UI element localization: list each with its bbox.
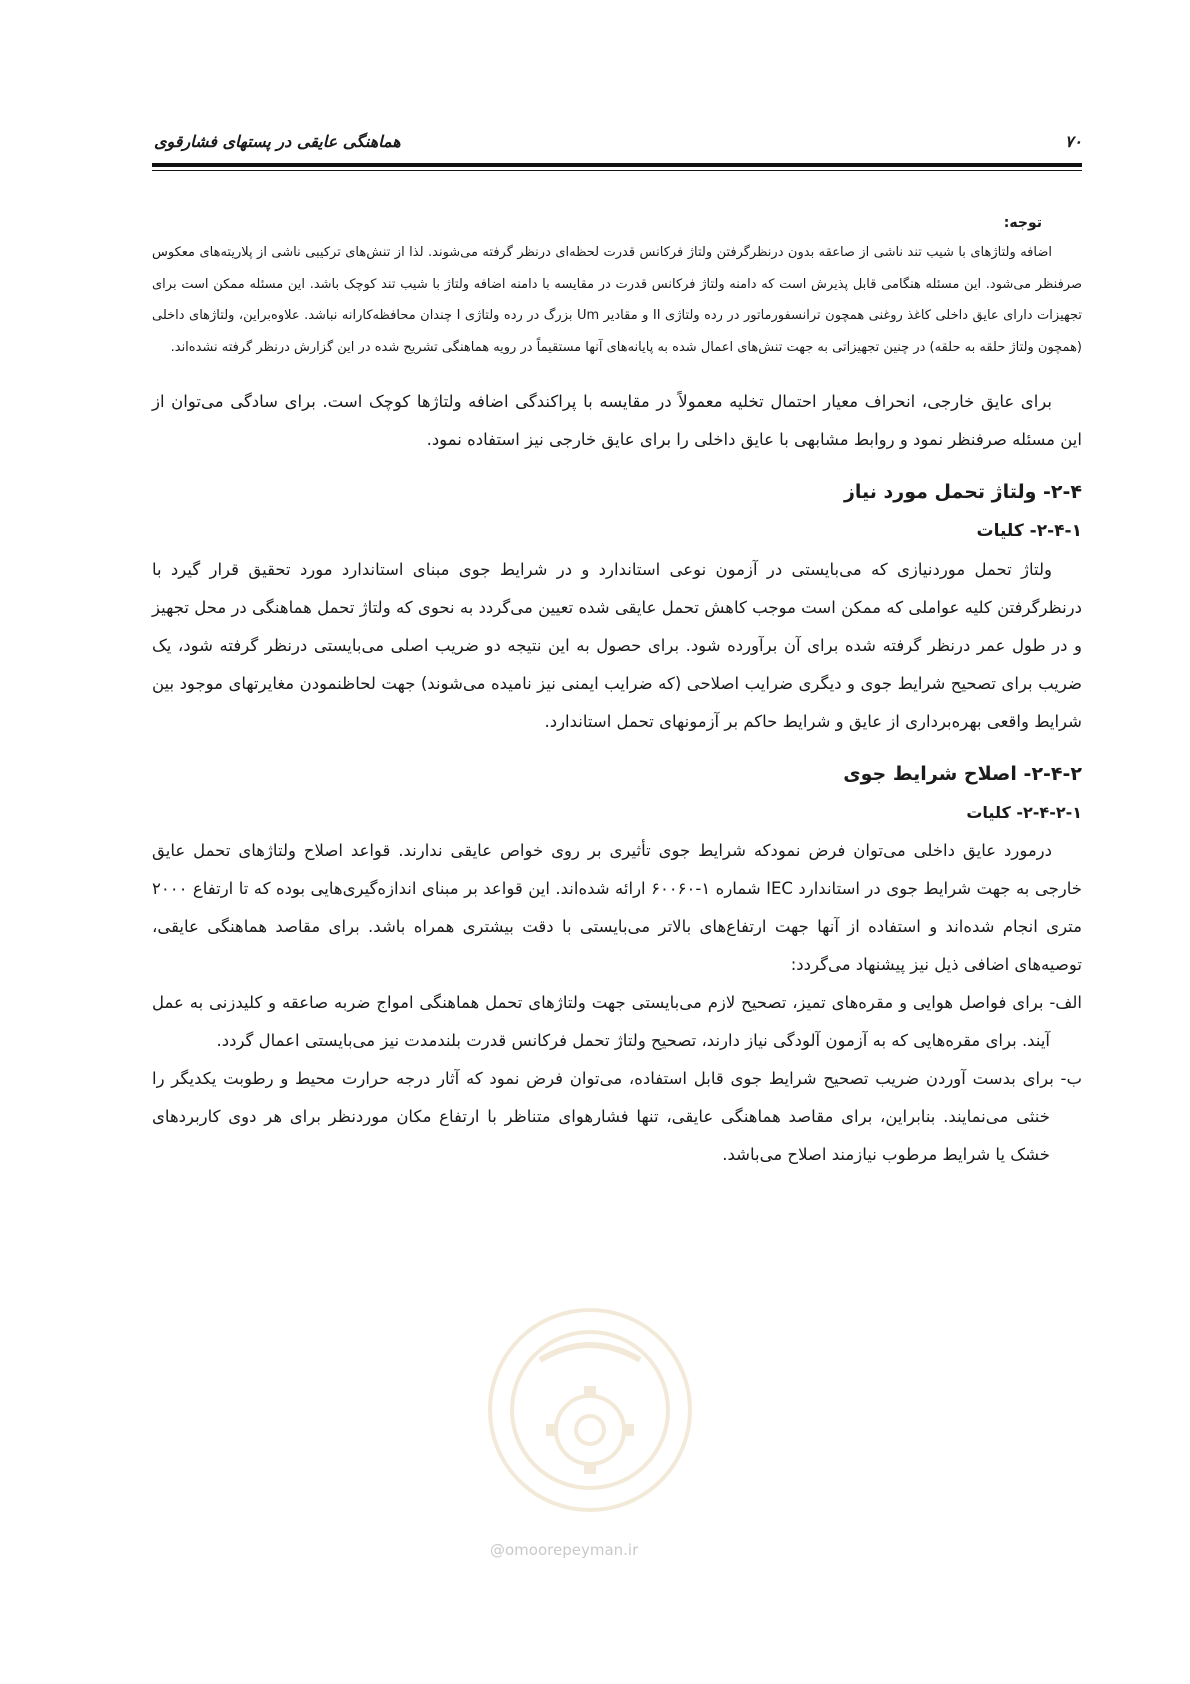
watermark-site: @omoorepeyman.ir xyxy=(490,1541,639,1559)
list-item: الف- برای فواصل هوایی و مقره‌های تمیز، تصحیح لازم می‌بایستی جهت ولتاژهای تحمل هماهنگی امواج ضربه صاعقه و کلیدزنی به عمل آیند. برای مقره‌هایی که به آزمون آلودگی نیاز دارند، تصحیح ولتاژ تحمل فرکانس قدرت بلندمدت نیز می‌بایستی اعمال گردد. xyxy=(152,993,1082,1050)
section-heading-2-4: ۲-۴- ولتاژ تحمل مورد نیاز xyxy=(843,481,1082,503)
page-content xyxy=(152,205,1082,1174)
note-paragraph: اضافه ولتاژهای با شیب تند ناشی از صاعقه بدون درنظرگرفتن ولتاژ فرکانس قدرت لحظه‌ای درنظر گرفته می‌شوند. لذا از تنش‌های ترکیبی ناشی از پلاریته‌های معکوس صرفنظر می‌شود. این مسئله هنگامی قابل پذیرش است که دامنه ولتاژ فرکانس قدرت در مقایسه با دامنه اضافه ولتاژ با شیب تند کوچک باشد. این مسئله ممکن است برای تجهیزات دارای عایق داخلی کاغذ روغنی همچون ترانسفورماتور در رده ولتاژی II و مقادیر Um بزرگ در رده ولتاژی I چندان محافظه‌کارانه نباشد. علاوه‌براین، ولتاژهای داخلی (همچون ولتاژ حلقه به حلقه) در چنین تجهیزاتی به جهت تنش‌های اعمال شده به پایانه‌های آنها مستقیماً در رویه هماهنگی تشریح شده در این گزارش درنظر گرفته نشده‌اند. xyxy=(152,245,1083,355)
header-rule-thick xyxy=(152,163,1082,167)
section-heading-2-4-2-1: ۲-۴-۲-۱- کلیات xyxy=(966,803,1082,822)
section-heading-2-4-2: ۲-۴-۲- اصلاح شرایط جوی xyxy=(843,763,1082,785)
header-rule-thin xyxy=(152,170,1082,171)
note-label: توجه: xyxy=(1003,215,1042,231)
page-number: ۷۰ xyxy=(1064,132,1082,151)
gear-emblem-icon xyxy=(470,1290,710,1530)
page-header xyxy=(152,132,1082,160)
section-2-4-2-1-paragraph: درمورد عایق داخلی می‌توان فرض نمودکه شرایط جوی تأثیری بر روی خواص عایقی ندارند. قواعد اصلاح ولتاژهای تحمل عایق خارجی به جهت شرایط جوی در استاندارد IEC شماره ۱-۶۰۰۶۰ ارائه شده‌اند. این قواعد بر مبنای اندازه‌گیری‌هایی بوده که تا ارتفاع ۲۰۰۰ متری انجام شده‌اند و استفاده از آنها جهت ارتفاع‌های بالاتر می‌بایستی با دقت بیشتری همراه باشد. برای مقاصد هماهنگی عایقی، توصیه‌های اضافی ذیل نیز پیشنهاد می‌گردد: xyxy=(152,841,1082,974)
section-2-4-1-paragraph: ولتاژ تحمل موردنیازی که می‌بایستی در آزمون نوعی استاندارد و در شرایط جوی مبنای استاندارد مورد تحقیق قرار گیرد با درنظرگرفتن کلیه عواملی که ممکن است موجب کاهش تحمل عایقی شده تعیین می‌گردد به نحوی که ولتاژ تحمل هماهنگی در محل تجهیز و در طول عمر درنظر گرفته شده برای آن برآورده شود. برای حصول به این نتیجه دو ضریب اصلی می‌بایستی درنظر گرفته شود، یک ضریب برای تصحیح شرایط جوی و دیگری ضرایب اصلاحی (که ضرایب ایمنی نیز نامیده می‌شوند) جهت لحاظنمودن مغایرتهای موجود بین شرایط واقعی بهره‌برداری از عایق و شرایط حاکم بر آزمونهای تحمل استاندارد. xyxy=(152,560,1082,731)
running-title: هماهنگی عایقی در پستهای فشارقوی xyxy=(154,132,401,151)
section-heading-2-4-1: ۲-۴-۱- کلیات xyxy=(976,521,1082,541)
external-insulation-paragraph: برای عایق خارجی، انحراف معیار احتمال تخلیه معمولاً در مقایسه با پراکندگی اضافه ولتاژها کوچک است. برای سادگی می‌توان از این مسئله صرفنظر نمود و روابط مشابهی با عایق داخلی را برای عایق خارجی نیز استفاده نمود. xyxy=(152,392,1082,449)
list-item: ب- برای بدست آوردن ضریب تصحیح شرایط جوی قابل استفاده، می‌توان فرض نمود که آثار درجه حرارت محیط و رطوبت یکدیگر را خنثی می‌نمایند. بنابراین، برای مقاصد هماهنگی عایقی، تنها فشارهوای متناظر با ارتفاع مکان موردنظر برای هر دوی کاربردهای خشک یا شرایط مرطوب نیازمند اصلاح می‌باشد. xyxy=(152,1069,1082,1164)
